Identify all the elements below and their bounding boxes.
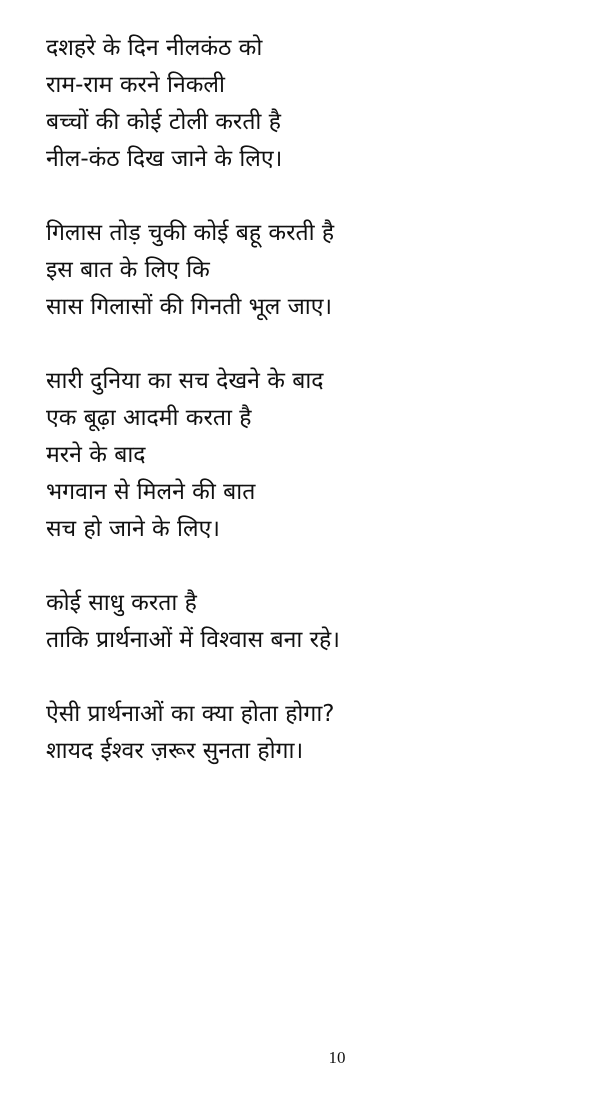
poem-line: कोई साधु करता है [46, 590, 197, 616]
poem-line: गिलास तोड़ चुकी कोई बहू करती है [46, 220, 335, 246]
poem-line: नील-कंठ दिख जाने के लिए। [46, 146, 283, 172]
poem-line: भगवान से मिलने की बात [46, 479, 256, 505]
poem-line: सारी दुनिया का सच देखने के बाद [46, 368, 324, 394]
poem-line: मरने के बाद [46, 442, 146, 468]
poem-line: एक बूढ़ा आदमी करता है [46, 405, 252, 431]
page-number: 10 [328, 1048, 346, 1067]
poem [46, 30, 566, 770]
stanza-2 [46, 215, 566, 326]
poem-line: राम-राम करने निकली [46, 72, 225, 98]
poem-line: ऐसी प्रार्थनाओं का क्या होता होगा? [46, 701, 335, 727]
poem-line: दशहरे के दिन नीलकंठ को [46, 35, 263, 61]
poem-line: सच हो जाने के लिए। [46, 516, 221, 542]
poem-line: ताकि प्रार्थनाओं में विश्वास बना रहे। [46, 627, 340, 653]
stanza-4 [46, 585, 566, 659]
stanza-3 [46, 363, 566, 548]
poem-line: शायद ईश्वर ज़रूर सुनता होगा। [46, 738, 304, 764]
poem-line: बच्चों की कोई टोली करती है [46, 109, 281, 135]
poem-line: सास गिलासों की गिनती भूल जाए। [46, 294, 333, 320]
stanza-5 [46, 696, 566, 770]
poem-line: इस बात के लिए कि [46, 257, 210, 283]
stanza-1 [46, 30, 566, 178]
